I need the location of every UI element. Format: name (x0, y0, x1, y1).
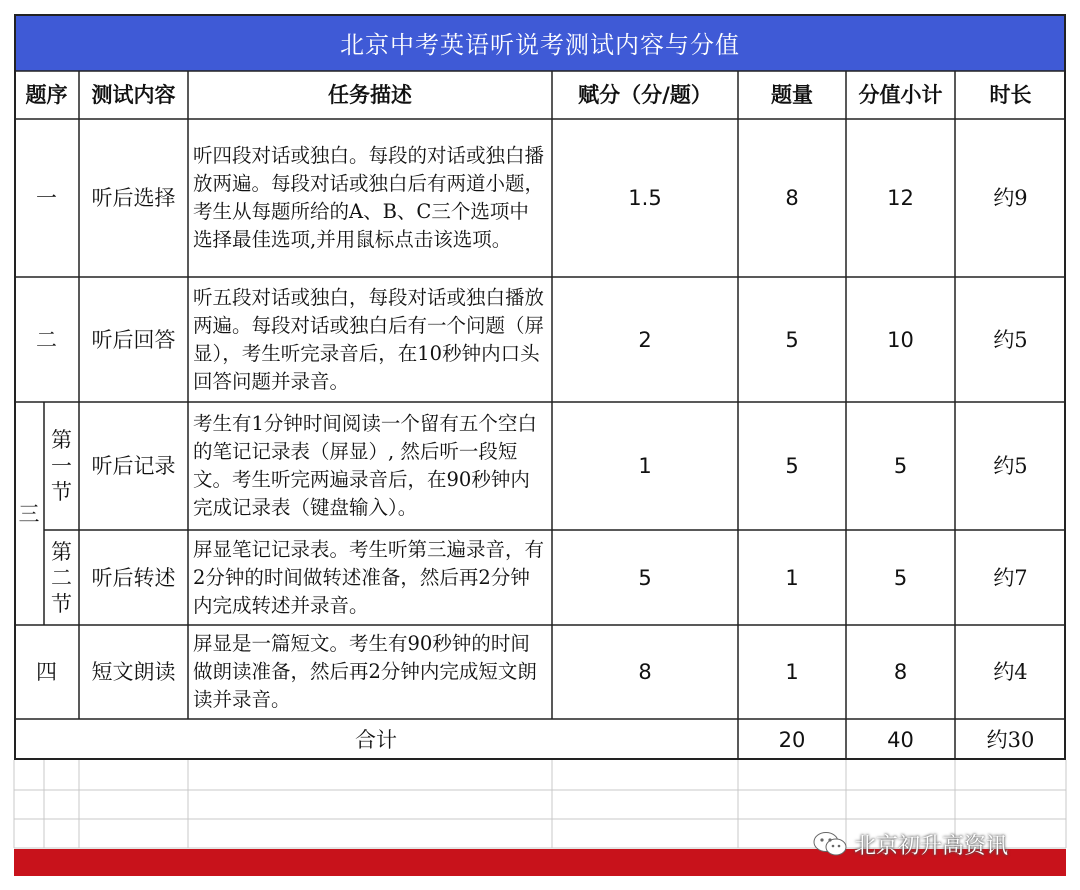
row-4-section (44, 530, 79, 625)
row-1-task: 听四段对话或独白。每段的对话或独白播放两遍。每段对话或独白后有两道小题， 考生从每题所给的A、B、C三个选项中选择最佳选项,并用鼠标点击该选项。 (193, 144, 545, 251)
row-5-task: 屏显是一篇短文。考生有90秒钟的时间做朗读准备，然后再2分钟内完成短文朗读并录音。 (193, 632, 537, 711)
row-5-count: 1 (785, 660, 799, 684)
row-4-count: 1 (785, 565, 799, 590)
total-time: 约30 (986, 727, 1035, 752)
row-5-score: 8 (638, 660, 652, 684)
row-1-count: 8 (785, 186, 799, 210)
row-1-content: 听后选择 (91, 186, 176, 210)
row-1-score: 1.5 (628, 186, 662, 210)
row-3-task: 考生有1分钟时间阅读一个留有五个空白的笔记记录表（屏显）, 然后听一段短文。考生听完两遍录音后，在90秒钟内完成记录表（键盘输入）。 (193, 412, 537, 519)
row-3-content: 听后记录 (91, 454, 176, 478)
row-4-content: 听后转述 (91, 565, 176, 590)
header-task: 任务描述 (328, 83, 412, 107)
row-1-subtotal: 12 (887, 186, 914, 210)
row-2-order: 二 (36, 327, 57, 352)
header-score: 赋分（分/题） (578, 83, 712, 107)
row-1-time: 约9 (993, 186, 1028, 210)
row-5-subtotal: 8 (893, 660, 908, 684)
row-5-content: 短文朗读 (91, 660, 176, 684)
row-2-time: 约5 (993, 327, 1028, 352)
watermark (812, 826, 1008, 862)
total-label: 合计 (355, 727, 397, 752)
total-subtotal: 40 (887, 727, 914, 752)
total-count: 20 (778, 727, 806, 752)
section-char: 第 (51, 428, 72, 452)
row-3-count: 5 (785, 454, 799, 478)
header-content: 测试内容 (91, 83, 176, 107)
row-3-time: 约5 (993, 454, 1028, 478)
row-3-section (44, 402, 79, 530)
section-char: 第 (51, 539, 72, 564)
row-2-content: 听后回答 (91, 327, 176, 352)
wechat-icon (812, 830, 848, 858)
row-3-score: 1 (638, 454, 652, 478)
row-4-score: 5 (638, 565, 652, 590)
row-5-order: 四 (36, 660, 57, 684)
section-char: 节 (51, 591, 72, 616)
row-3-order: 三 (18, 501, 40, 526)
row-2-task: 听五段对话或独白，每段对话或独白播放两遍。每段对话或独白后有一个问题（屏显），考生听完录音后，在10秒钟内口头回答问题并录音。 (193, 285, 545, 393)
header-subtotal: 分值小计 (858, 83, 943, 107)
header-order: 题序 (25, 83, 68, 107)
watermark-text: 北京初升高资讯 (854, 833, 1009, 859)
row-1-order: 一 (36, 186, 57, 210)
row-4-subtotal: 5 (893, 565, 908, 590)
table-title: 北京中考英语听说考测试内容与分值 (14, 14, 1066, 71)
row-5-time: 约4 (993, 660, 1028, 684)
header-count: 题量 (771, 83, 813, 107)
row-2-score: 2 (638, 327, 652, 352)
row-2-count: 5 (785, 327, 799, 352)
header-time: 时长 (989, 83, 1032, 107)
section-char: 一 (51, 454, 72, 478)
row-4-time: 约7 (993, 565, 1028, 590)
section-char: 节 (51, 480, 72, 504)
row-3-subtotal: 5 (893, 454, 908, 478)
section-char: 二 (51, 565, 72, 590)
row-4-task: 屏显笔记记录表。考生听第三遍录音，有2分钟的时间做转述准备，然后再2分钟内完成转述并录音。 (193, 537, 545, 617)
row-2-subtotal: 10 (887, 327, 914, 352)
